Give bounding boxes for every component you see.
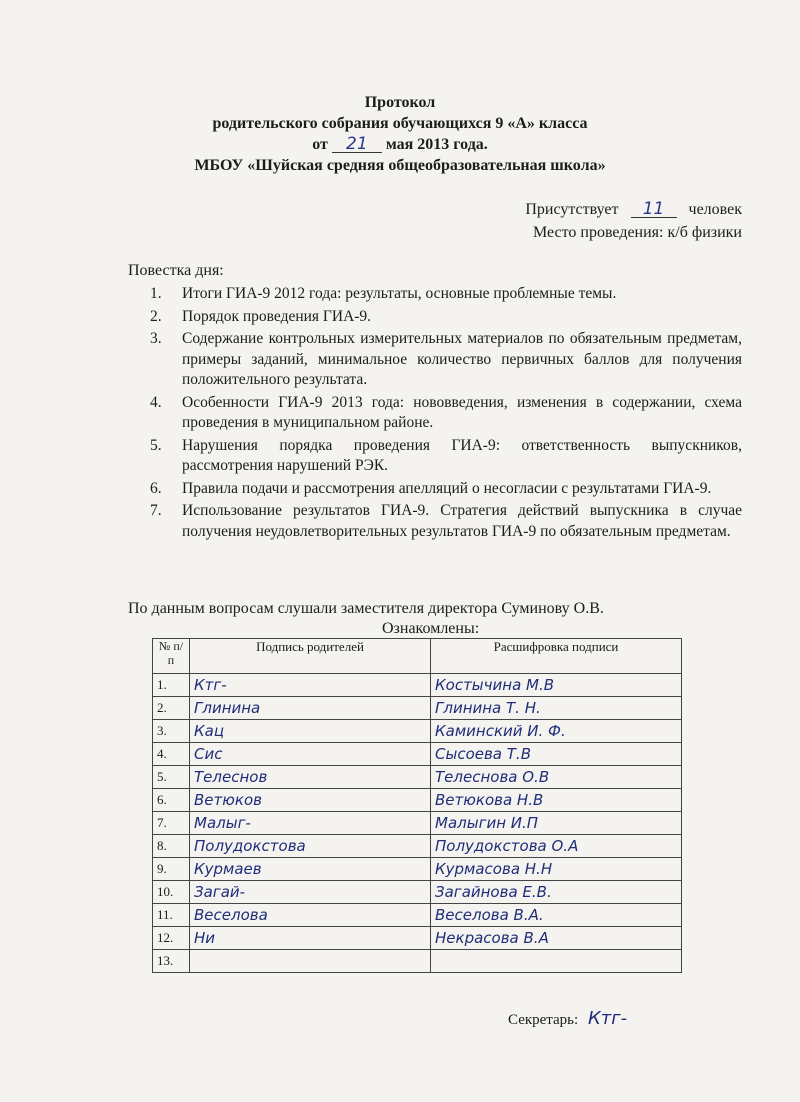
- date-prefix: от: [312, 136, 328, 153]
- present-count-handwritten: 11: [631, 201, 677, 218]
- agenda-item-text: Правила подачи и рассмотрения апелляций о несогласии с результатами ГИА-9.: [182, 479, 712, 497]
- row-number-cell: [153, 835, 190, 858]
- row-number: 6.: [157, 792, 167, 807]
- signature-decode-cell: [431, 835, 682, 858]
- signature-decode: Веселова В.А.: [435, 906, 544, 924]
- table-row: [153, 789, 682, 812]
- attendance-line: [525, 198, 742, 221]
- signature-decode-cell: [431, 927, 682, 950]
- meeting-place: Место проведения: к/б физики: [533, 224, 742, 241]
- agenda-item: [150, 436, 742, 477]
- table-row: [153, 674, 682, 697]
- signature-decode: Загайнова Е.В.: [435, 883, 552, 901]
- table-row: [153, 812, 682, 835]
- signature-decode-cell: [431, 743, 682, 766]
- agenda-item-text: Использование результатов ГИА-9. Стратегия действий выпускника в случае получения неудовлетворительных результатов ГИА-9 по обязательным предметам.: [182, 502, 742, 540]
- agenda-item: [150, 284, 742, 305]
- signature-decode-cell: [431, 858, 682, 881]
- row-number: 10.: [157, 884, 174, 899]
- signature-decode: Каминский И. Ф.: [435, 722, 566, 740]
- table-row: [153, 858, 682, 881]
- row-number-cell: [153, 881, 190, 904]
- agenda-item: [150, 329, 742, 391]
- table-row: [153, 927, 682, 950]
- parent-signature: Кац: [194, 722, 225, 740]
- agenda-item-number: 4.: [150, 393, 162, 411]
- parent-signature-cell: [190, 904, 431, 927]
- agenda-item-number: 7.: [150, 502, 162, 519]
- signature-rows: [153, 674, 682, 973]
- agenda-item-number: 3.: [150, 330, 162, 347]
- signature-decode: Телеснова О.В: [435, 768, 550, 786]
- parent-signature: Телеснов: [194, 768, 268, 786]
- row-number-cell: [153, 789, 190, 812]
- table-row: [153, 743, 682, 766]
- row-number-cell: [153, 812, 190, 835]
- row-number: 5.: [157, 769, 167, 784]
- row-number: 4.: [157, 746, 167, 761]
- row-number: 2.: [157, 700, 167, 715]
- parent-signature-cell: [190, 950, 431, 973]
- row-number-cell: [153, 950, 190, 973]
- parent-signature-cell: [190, 766, 431, 789]
- agenda-item: [150, 393, 742, 434]
- row-number-cell: [153, 858, 190, 881]
- agenda-item: [150, 501, 742, 542]
- parent-signature-cell: [190, 812, 431, 835]
- signature-decode-cell: [431, 720, 682, 743]
- row-number-cell: [153, 927, 190, 950]
- heard-statement: По данным вопросам слушали заместителя директора Суминову О.В.: [128, 600, 604, 617]
- row-number: 13.: [157, 953, 174, 968]
- parent-signature: Загай-: [194, 883, 246, 901]
- parent-signature-cell: [190, 835, 431, 858]
- signature-decode: Курмасова Н.Н: [435, 860, 553, 878]
- signature-decode-cell: [431, 697, 682, 720]
- parent-signature: Ни: [194, 929, 216, 947]
- parent-signature-cell: [190, 697, 431, 720]
- signature-decode-cell: [431, 904, 682, 927]
- agenda-item-text: Содержание контрольных измерительных материалов по обязательным предметам, примеры заданий, минимальное количество первичных баллов для получения положительного результата.: [182, 330, 742, 388]
- date-day-handwritten: 21: [332, 136, 382, 153]
- signature-decode: Ветюкова Н.В: [435, 791, 544, 809]
- table-row: [153, 766, 682, 789]
- agenda-list: [150, 284, 742, 544]
- agenda-title: Повестка дня:: [128, 262, 224, 279]
- attendance-block: [525, 198, 742, 244]
- parent-signature-cell: [190, 881, 431, 904]
- agenda-item-text: Нарушения порядка проведения ГИА-9: ответственность выпускников, рассмотрения нарушений РЭК.: [182, 436, 742, 474]
- agenda-item-number: 1.: [150, 285, 162, 302]
- signature-decode: Некрасова В.А: [435, 929, 549, 947]
- signature-decode: Полудокстова О.А: [435, 837, 579, 855]
- row-number-cell: [153, 743, 190, 766]
- agenda-item-number: 5.: [150, 436, 162, 454]
- col-decode-header: Расшифровка подписи: [431, 639, 682, 674]
- table-row: [153, 881, 682, 904]
- parent-signature: Веселова: [194, 906, 268, 924]
- parent-signature-cell: [190, 927, 431, 950]
- signature-decode: Глинина Т. Н.: [435, 699, 541, 717]
- signature-decode-cell: [431, 881, 682, 904]
- acquainted-label: Ознакомлены:: [382, 620, 480, 637]
- parent-signature: Полудокстова: [194, 837, 306, 855]
- signature-table: [152, 638, 682, 973]
- parent-signature: Ветюков: [194, 791, 262, 809]
- agenda-item: [150, 479, 742, 500]
- signature-decode: Костычина М.В: [435, 676, 555, 694]
- parent-signature-cell: [190, 858, 431, 881]
- row-number: 8.: [157, 838, 167, 853]
- row-number-cell: [153, 720, 190, 743]
- table-row: [153, 835, 682, 858]
- table-row: [153, 720, 682, 743]
- parent-signature: Ктг-: [194, 676, 227, 694]
- signature-decode-cell: [431, 766, 682, 789]
- parent-signature: Сис: [194, 745, 223, 763]
- row-number: 7.: [157, 815, 167, 830]
- signature-decode: Малыгин И.П: [435, 814, 539, 832]
- row-number: 3.: [157, 723, 167, 738]
- row-number: 12.: [157, 930, 174, 945]
- row-number: 1.: [157, 677, 167, 692]
- signature-decode-cell: [431, 674, 682, 697]
- col-signature-header: Подпись родителей: [190, 639, 431, 674]
- signature-decode-cell: [431, 812, 682, 835]
- present-label: Присутствует: [525, 201, 619, 218]
- document-header: [0, 92, 800, 176]
- agenda-item: [150, 307, 742, 328]
- agenda-item-text: Итоги ГИА-9 2012 года: результаты, основные проблемные темы.: [182, 285, 617, 302]
- row-number-cell: [153, 904, 190, 927]
- school-name: МБОУ «Шуйская средняя общеобразовательная школа»: [194, 157, 606, 174]
- agenda-item-number: 2.: [150, 307, 162, 325]
- table-row: [153, 697, 682, 720]
- agenda-item-text: Порядок проведения ГИА-9.: [182, 307, 372, 325]
- parent-signature-cell: [190, 674, 431, 697]
- row-number: 11.: [157, 907, 173, 922]
- agenda-item-text: Особенности ГИА-9 2013 года: нововведения, изменения в содержании, схема проведения в муниципальном районе.: [182, 393, 742, 431]
- table-row: [153, 950, 682, 973]
- doc-title: Протокол: [364, 94, 436, 111]
- parent-signature: Малыг-: [194, 814, 251, 832]
- signature-decode: Сысоева Т.В: [435, 745, 531, 763]
- parent-signature: Курмаев: [194, 860, 262, 878]
- doc-date: [0, 134, 800, 155]
- parent-signature-cell: [190, 720, 431, 743]
- secretary-label: Секретарь:: [508, 1012, 579, 1028]
- table-header-row: [153, 639, 682, 674]
- table-row: [153, 904, 682, 927]
- row-number: 9.: [157, 861, 167, 876]
- signature-decode-cell: [431, 789, 682, 812]
- doc-subtitle: родительского собрания обучающихся 9 «А» класса: [212, 115, 588, 132]
- row-number-cell: [153, 674, 190, 697]
- secretary-block: [508, 1008, 627, 1029]
- present-unit: человек: [688, 201, 742, 218]
- row-number-cell: [153, 766, 190, 789]
- agenda-item-number: 6.: [150, 479, 162, 497]
- parent-signature-cell: [190, 789, 431, 812]
- col-number-header: № п/п: [153, 639, 190, 674]
- secretary-signature: Ктг-: [587, 1008, 628, 1029]
- parent-signature: Глинина: [194, 699, 261, 717]
- signature-decode-cell: [431, 950, 682, 973]
- date-suffix: мая 2013 года.: [385, 136, 488, 153]
- parent-signature-cell: [190, 743, 431, 766]
- row-number-cell: [153, 697, 190, 720]
